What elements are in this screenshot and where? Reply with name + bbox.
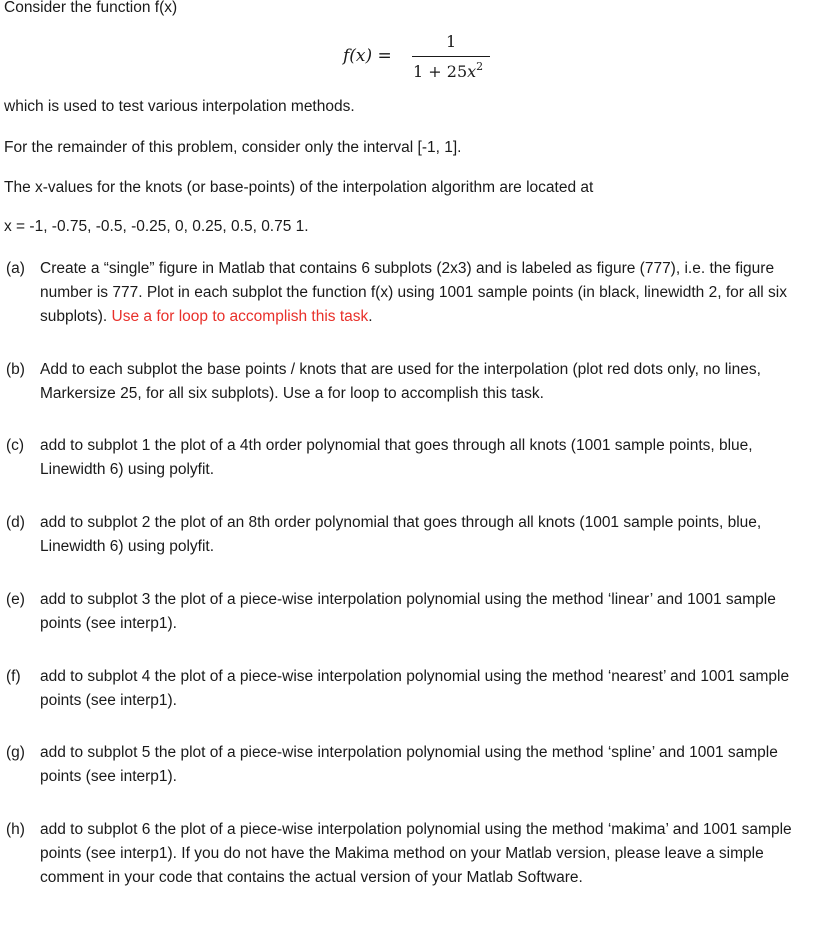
intro-line-4: The x-values for the knots (or base-points) of the interpolation algorithm are located at (4, 179, 594, 196)
item-f-text: add to subplot 4 the plot of a piece-wise interpolation polynomial using the method ‘nearest’ and 1001 sample points (see interp1). (40, 668, 790, 709)
formula-numerator: 1 (446, 32, 457, 51)
fraction-bar (412, 56, 490, 57)
intro-line-3: For the remainder of this problem, consider only the interval [-1, 1]. (4, 139, 462, 156)
item-h (6, 818, 821, 890)
item-g (6, 741, 821, 789)
item-d-text: add to subplot 2 the plot of an 8th order polynomial that goes through all knots (1001 sample points, blue, Linewidth 6) using polyfit. (40, 514, 762, 555)
item-a (6, 257, 821, 329)
item-a-text (40, 257, 821, 329)
item-d-label: (d) (6, 514, 25, 531)
formula-denominator (413, 60, 483, 81)
item-f (6, 665, 821, 713)
item-c-label: (c) (6, 437, 25, 454)
item-h-label: (h) (6, 821, 25, 838)
item-c (6, 434, 821, 482)
item-b (6, 358, 821, 406)
formula-lhs: f(x) = (343, 46, 392, 66)
item-d (6, 511, 821, 559)
denominator-prefix: 1 + 25 (413, 62, 468, 81)
intro-line-1: Consider the function f(x) (4, 0, 178, 16)
denominator-exponent: 2 (476, 60, 484, 73)
item-e-text: add to subplot 3 the plot of a piece-wise interpolation polynomial using the method ‘linear’ and 1001 sample points (see interp1). (40, 591, 776, 632)
item-f-label: (f) (6, 668, 21, 685)
item-g-text: add to subplot 5 the plot of a piece-wise interpolation polynomial using the method ‘spline’ and 1001 sample points (see interp1). (40, 744, 778, 785)
item-a-highlight: Use a for loop to accomplish this task (111, 308, 369, 325)
item-a-tail: . (368, 308, 373, 325)
intro-line-5: x = -1, -0.75, -0.5, -0.25, 0, 0.25, 0.5, 0.75 1. (4, 218, 309, 235)
denominator-variable: x (467, 62, 477, 81)
item-h-text: add to subplot 6 the plot of a piece-wise interpolation polynomial using the method ‘makima’ and 1001 sample points (see interp1). If you do not have the Makima method on your Matlab version, please leave a simple comment in your code that contains the actual version of your Matlab Software. (40, 821, 792, 886)
item-c-text: add to subplot 1 the plot of a 4th order polynomial that goes through all knots (1001 sample points, blue, Linewidth 6) using polyfit. (40, 437, 753, 478)
item-g-label: (g) (6, 744, 25, 761)
item-b-text: Add to each subplot the base points / knots that are used for the interpolation (plot red dots only, no lines, Markersize 25, for all six subplots). Use a for loop to accomplish this task. (40, 361, 761, 402)
intro-line-2: which is used to test various interpolation methods. (4, 98, 355, 115)
item-b-label: (b) (6, 361, 25, 378)
formula (0, 30, 827, 90)
item-a-body: Create a “single” figure in Matlab that contains 6 subplots (2x3) and is labeled as figure (777), i.e. the figure number is 777. Plot in each subplot the function f(x) using 1001 sample points (in black, linewidth 2, for all six subplots). (40, 260, 787, 325)
item-e-label: (e) (6, 591, 25, 608)
item-a-label: (a) (6, 260, 25, 277)
item-e (6, 588, 821, 636)
